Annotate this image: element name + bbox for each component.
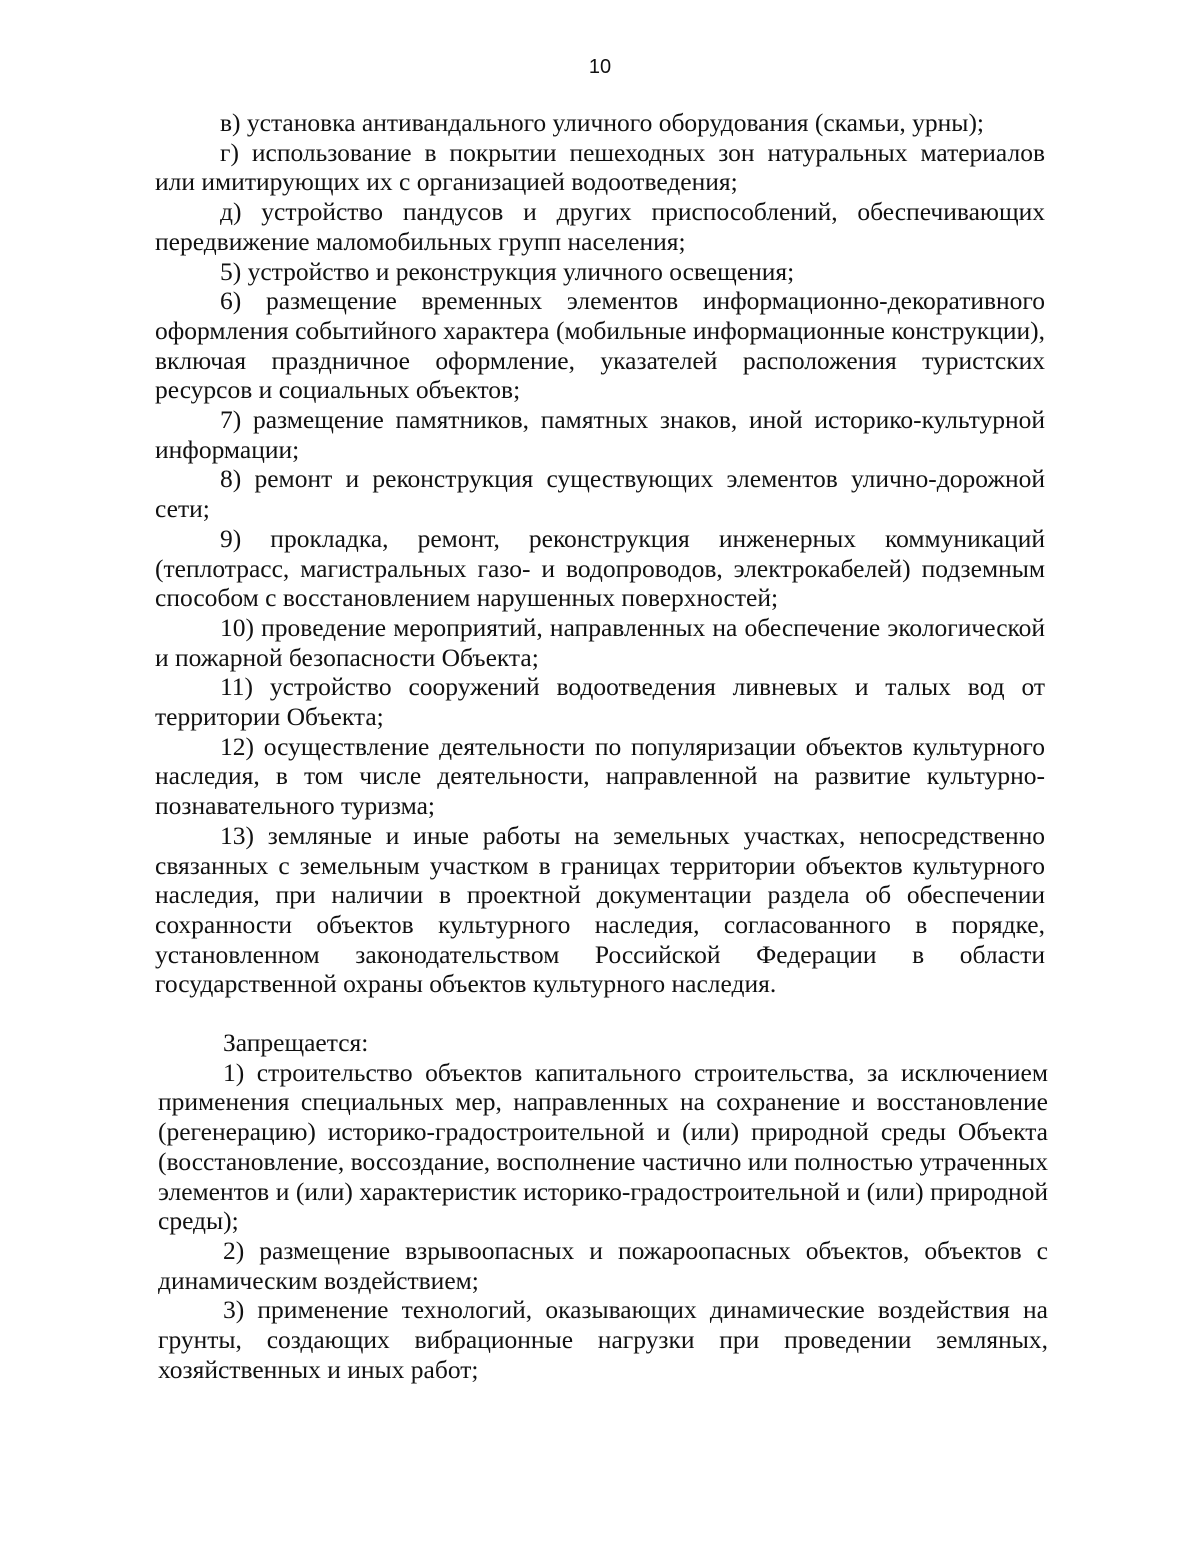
list-item-10: 10) проведение мероприятий, направленных на обеспечение экологической и пожарной безопасности Объекта; <box>155 612 1045 672</box>
list-item-9: 9) прокладка, ремонт, реконструкция инженерных коммуникаций (теплотрасс, магистральных газо- и водопроводов, электрокабелей) подземным способом с восстановлением нарушенных поверхностей; <box>155 523 1045 613</box>
list-item-11: 11) устройство сооружений водоотведения ливневых и талых вод от территории Объекта; <box>155 672 1045 732</box>
section-heading: Запрещается: <box>223 1028 369 1057</box>
list-item-g: г) использование в покрытии пешеходных зон натуральных материалов или имитирующих их с организацией водоотведения; <box>155 137 1045 197</box>
list-item-8: 8) ремонт и реконструкция существующих элементов улично-дорожной сети; <box>155 464 1045 524</box>
list-item-d: д) устройство пандусов и других приспособлений, обеспечивающих передвижение маломобильных групп населения; <box>155 197 1045 256</box>
permitted-works-list <box>155 108 1045 999</box>
list-item-v: в) установка антивандального уличного оборудования (скамьи, урны); <box>220 108 985 137</box>
prohibited-item-2: 2) размещение взрывоопасных и пожароопасных объектов, объектов с динамическим воздействием; <box>158 1235 1048 1295</box>
list-item-5: 5) устройство и реконструкция уличного освещения; <box>220 256 795 286</box>
list-item-7: 7) размещение памятников, памятных знаков, иной историко-культурной информации; <box>155 405 1045 464</box>
prohibited-works-list <box>158 1028 1048 1384</box>
list-item-6: 6) размещение временных элементов информационно-декоративного оформления событийного характера (мобильные информационные конструкции), включая праздничное оформление, указателей расположения туристских ресурсов и социальных объектов; <box>155 286 1045 405</box>
list-item-13: 13) земляные и иные работы на земельных участках, непосредственно связанных с земельным участком в границах территории объектов культурного наследия, при наличии в проектной документации раздела об обеспечении сохранности объектов культурного наследия, согласованного в порядке, установленном законодательством Российской Федерации в области государственной охраны объектов культурного наследия. <box>155 820 1045 999</box>
list-item-12: 12) осуществление деятельности по популяризации объектов культурного наследия, в том числе деятельности, направленной на развитие культурно-познавательного туризма; <box>155 731 1045 821</box>
prohibited-item-1: 1) строительство объектов капитального строительства, за исключением применения специальных мер, направленных на сохранение и восстановление (регенерацию) историко-градостроительной и (или) природной среды Объекта (восстановление, воссоздание, восполнение частично или полностью утраченных элементов и (или) характеристик историко-градостроительной и (или) природной среды); <box>158 1057 1049 1236</box>
page-number: 10 <box>588 56 612 78</box>
prohibited-item-3: 3) применение технологий, оказывающих динамические воздействия на грунты, создающих вибрационные нагрузки при проведении земляных, хозяйственных и иных работ; <box>158 1295 1048 1384</box>
